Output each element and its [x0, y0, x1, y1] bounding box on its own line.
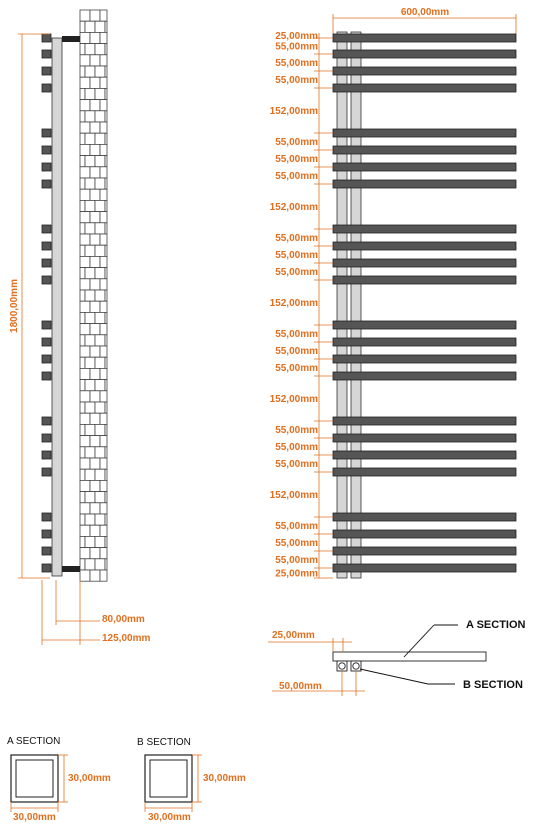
brick — [100, 10, 107, 21]
brick — [95, 156, 105, 167]
brick — [105, 44, 107, 55]
towel-bar — [333, 50, 516, 58]
brick — [100, 167, 107, 178]
brick — [95, 133, 105, 144]
brick — [90, 570, 100, 581]
bar-stub — [42, 547, 51, 555]
brick — [100, 100, 107, 111]
bar-stub — [42, 225, 51, 233]
brick — [85, 469, 95, 480]
spacing-dimension: 55,00mm — [275, 233, 318, 244]
bar-stub — [42, 163, 51, 171]
brick — [105, 536, 107, 547]
towel-bar — [333, 225, 516, 233]
brick — [85, 402, 95, 413]
towel-bar — [333, 242, 516, 250]
brick — [95, 66, 105, 77]
brick — [85, 380, 95, 391]
depth-small-dimension: 80,00mm — [102, 614, 145, 625]
section-b-width: 30,00mm — [148, 812, 191, 823]
brick — [80, 402, 85, 413]
brick — [90, 413, 100, 424]
side-bar-stubs — [42, 34, 51, 572]
brick — [90, 55, 100, 66]
brick — [80, 223, 85, 234]
brick — [80, 290, 85, 301]
brick — [95, 402, 105, 413]
brick — [90, 436, 100, 447]
brick — [80, 245, 85, 256]
brick — [85, 536, 95, 547]
brick — [95, 492, 105, 503]
bar-stub — [42, 338, 51, 346]
brick — [90, 548, 100, 559]
brick — [105, 111, 107, 122]
bar-stub — [42, 180, 51, 188]
brick — [105, 559, 107, 570]
brick — [80, 346, 90, 357]
brick — [90, 100, 100, 111]
brick — [80, 391, 90, 402]
bar-stub — [42, 355, 51, 363]
spacing-dimension: 55,00mm — [275, 521, 318, 532]
brick — [100, 480, 107, 491]
brick — [80, 32, 90, 43]
brick — [100, 301, 107, 312]
brick — [100, 212, 107, 223]
brick — [105, 492, 107, 503]
brick — [105, 312, 107, 323]
brick — [80, 424, 85, 435]
brick — [90, 256, 100, 267]
towel-bar — [333, 547, 516, 555]
brick — [105, 469, 107, 480]
spacing-dimension: 152,00mm — [269, 106, 318, 117]
spacing-dimension: 152,00mm — [269, 298, 318, 309]
brick — [80, 189, 90, 200]
towel-bar — [333, 355, 516, 363]
brick — [80, 10, 90, 21]
brick — [85, 88, 95, 99]
brick — [105, 178, 107, 189]
rail-spacing-dimension: 50,00mm — [279, 681, 322, 692]
bar-stub — [42, 372, 51, 380]
top-width-dimension: 600,00mm — [400, 7, 450, 18]
bar-stub — [42, 451, 51, 459]
brick — [105, 402, 107, 413]
brick — [80, 559, 85, 570]
brick — [95, 178, 105, 189]
brick — [85, 111, 95, 122]
towel-bar — [333, 468, 516, 476]
brick — [85, 178, 95, 189]
brick — [100, 525, 107, 536]
brick — [80, 256, 90, 267]
brick — [80, 380, 85, 391]
brick — [105, 66, 107, 77]
brick — [95, 536, 105, 547]
brick — [80, 335, 85, 346]
bar-stub — [42, 84, 51, 92]
brick — [105, 335, 107, 346]
brick — [90, 10, 100, 21]
towel-bar — [333, 451, 516, 459]
brick — [80, 469, 85, 480]
brick — [100, 256, 107, 267]
brick — [95, 223, 105, 234]
brick — [80, 200, 85, 211]
towel-bar — [333, 259, 516, 267]
bar-stub — [42, 34, 51, 42]
wall-bracket-top — [62, 36, 80, 42]
brick — [95, 200, 105, 211]
brick — [105, 200, 107, 211]
brick — [95, 424, 105, 435]
spacing-dimension: 25,00mm — [275, 568, 318, 580]
brick — [80, 368, 90, 379]
top-view — [268, 619, 526, 696]
bar-stub — [42, 468, 51, 476]
brick — [95, 335, 105, 346]
bar-stub — [42, 564, 51, 572]
section-b-inner — [150, 760, 187, 797]
section-b-detail — [137, 737, 246, 823]
brick — [85, 133, 95, 144]
brick — [80, 156, 85, 167]
brick — [90, 279, 100, 290]
brick — [80, 480, 90, 491]
spacing-dimension: 55,00mm — [275, 250, 318, 261]
brick — [85, 424, 95, 435]
towel-bar — [333, 338, 516, 346]
spacing-dimension: 55,00mm — [275, 58, 318, 69]
wall-bracket-bottom — [62, 566, 80, 572]
brick — [80, 55, 90, 66]
brick — [80, 144, 90, 155]
bar-stub — [42, 321, 51, 329]
towel-bar — [333, 146, 516, 154]
spacing-dimension: 55,00mm — [275, 75, 318, 86]
brick — [85, 290, 95, 301]
brick-wall — [80, 10, 107, 581]
brick — [105, 88, 107, 99]
brick — [80, 525, 90, 536]
towel-bar — [333, 321, 516, 329]
brick — [80, 312, 85, 323]
brick — [95, 88, 105, 99]
front-spacing-dimensions — [270, 31, 333, 580]
front-rail-left — [337, 32, 347, 578]
brick — [105, 357, 107, 368]
brick — [85, 200, 95, 211]
brick — [80, 514, 85, 525]
height-dimension: 1800,00mm — [9, 279, 20, 333]
brick — [85, 156, 95, 167]
brick — [90, 122, 100, 133]
towel-bar — [333, 180, 516, 188]
brick — [80, 66, 85, 77]
brick — [90, 167, 100, 178]
towel-bar — [333, 163, 516, 171]
towel-bar — [333, 564, 516, 572]
front-view — [270, 7, 516, 580]
brick — [105, 133, 107, 144]
top-offset-dimension: 25,00mm — [272, 630, 315, 641]
brick — [90, 503, 100, 514]
bar-stub — [42, 417, 51, 425]
brick — [90, 301, 100, 312]
brick — [80, 268, 85, 279]
towel-bar — [333, 84, 516, 92]
brick — [90, 189, 100, 200]
spacing-dimension: 25,00mm — [275, 31, 318, 42]
brick — [85, 312, 95, 323]
brick — [100, 144, 107, 155]
brick — [95, 268, 105, 279]
brick — [80, 548, 90, 559]
section-b-height: 30,00mm — [203, 773, 246, 784]
brick — [85, 223, 95, 234]
section-b-title: B SECTION — [137, 737, 191, 748]
brick — [80, 21, 85, 32]
bar-stub — [42, 513, 51, 521]
brick — [90, 525, 100, 536]
towel-bar — [333, 417, 516, 425]
brick — [80, 100, 90, 111]
brick — [80, 212, 90, 223]
brick — [105, 380, 107, 391]
towel-bar — [333, 434, 516, 442]
brick — [80, 279, 90, 290]
spacing-dimension: 55,00mm — [275, 41, 318, 53]
b-section-callout: B SECTION — [463, 679, 523, 691]
brick — [100, 503, 107, 514]
brick — [105, 245, 107, 256]
brick — [90, 77, 100, 88]
brick — [80, 447, 85, 458]
brick — [95, 44, 105, 55]
brick — [90, 391, 100, 402]
spacing-dimension: 55,00mm — [275, 538, 318, 549]
brick — [80, 122, 90, 133]
brick — [100, 32, 107, 43]
section-a-width: 30,00mm — [13, 812, 56, 823]
brick — [100, 122, 107, 133]
brick — [90, 144, 100, 155]
brick — [95, 469, 105, 480]
brick — [85, 559, 95, 570]
towel-bar — [333, 276, 516, 284]
brick — [90, 480, 100, 491]
brick — [80, 503, 90, 514]
brick — [80, 301, 90, 312]
brick — [95, 559, 105, 570]
brick — [80, 88, 85, 99]
brick — [100, 458, 107, 469]
brick — [85, 514, 95, 525]
brick — [80, 458, 90, 469]
spacing-dimension: 55,00mm — [275, 363, 318, 374]
spacing-dimension: 55,00mm — [275, 137, 318, 148]
brick — [100, 324, 107, 335]
brick — [105, 424, 107, 435]
towel-bar — [333, 513, 516, 521]
bar-stub — [42, 434, 51, 442]
towel-bar — [333, 129, 516, 137]
brick — [80, 492, 85, 503]
bar-stub — [42, 67, 51, 75]
brick — [80, 111, 85, 122]
brick — [85, 268, 95, 279]
bar-stub — [42, 242, 51, 250]
brick — [95, 111, 105, 122]
brick — [80, 234, 90, 245]
brick — [90, 458, 100, 469]
brick — [100, 368, 107, 379]
brick — [80, 167, 90, 178]
brick — [105, 268, 107, 279]
spacing-dimension: 152,00mm — [269, 202, 318, 213]
towel-bar — [333, 530, 516, 538]
brick — [90, 368, 100, 379]
brick — [85, 44, 95, 55]
brick — [85, 335, 95, 346]
top-view-bar — [333, 652, 486, 661]
brick — [90, 234, 100, 245]
bar-stub — [42, 129, 51, 137]
brick — [90, 346, 100, 357]
spacing-dimension: 55,00mm — [275, 425, 318, 436]
brick — [105, 290, 107, 301]
brick — [85, 447, 95, 458]
brick — [85, 66, 95, 77]
spacing-dimension: 55,00mm — [275, 171, 318, 182]
spacing-dimension: 55,00mm — [275, 154, 318, 165]
brick — [80, 77, 90, 88]
brick — [100, 55, 107, 66]
brick — [100, 391, 107, 402]
spacing-dimension: 55,00mm — [275, 442, 318, 453]
brick — [80, 44, 85, 55]
side-view — [9, 10, 150, 645]
brick — [85, 245, 95, 256]
brick — [95, 245, 105, 256]
brick — [90, 32, 100, 43]
brick — [80, 536, 85, 547]
brick — [80, 413, 90, 424]
a-section-callout: A SECTION — [466, 619, 526, 631]
brick — [100, 413, 107, 424]
brick — [80, 178, 85, 189]
brick — [90, 324, 100, 335]
brick — [105, 514, 107, 525]
brick — [105, 223, 107, 234]
brick — [100, 436, 107, 447]
section-a-inner — [16, 760, 53, 797]
towel-bar — [333, 34, 516, 42]
depth-total-dimension: 125,00mm — [102, 633, 151, 644]
brick — [105, 447, 107, 458]
brick — [100, 346, 107, 357]
front-rail-right — [351, 32, 361, 578]
spacing-dimension: 55,00mm — [275, 329, 318, 340]
spacing-dimension: 55,00mm — [275, 459, 318, 470]
section-a-title: A SECTION — [7, 736, 61, 747]
bar-stub — [42, 50, 51, 58]
brick — [95, 514, 105, 525]
spacing-dimension: 55,00mm — [275, 555, 318, 566]
spacing-dimension: 152,00mm — [269, 394, 318, 405]
brick — [95, 290, 105, 301]
brick — [95, 312, 105, 323]
brick — [90, 212, 100, 223]
brick — [100, 234, 107, 245]
brick — [100, 189, 107, 200]
brick — [95, 357, 105, 368]
brick — [95, 21, 105, 32]
brick — [85, 492, 95, 503]
towel-bar — [333, 67, 516, 75]
bar-stub — [42, 276, 51, 284]
brick — [105, 156, 107, 167]
bar-stub — [42, 530, 51, 538]
towel-bar — [333, 372, 516, 380]
brick — [100, 77, 107, 88]
brick — [80, 436, 90, 447]
brick — [95, 447, 105, 458]
brick — [80, 133, 85, 144]
brick — [80, 324, 90, 335]
spacing-dimension: 55,00mm — [275, 267, 318, 278]
brick — [105, 21, 107, 32]
brick — [100, 570, 107, 581]
bar-stub — [42, 259, 51, 267]
brick — [85, 21, 95, 32]
spacing-dimension: 55,00mm — [275, 346, 318, 357]
brick — [80, 570, 90, 581]
section-a-height: 30,00mm — [68, 773, 111, 784]
brick — [100, 548, 107, 559]
side-rail — [52, 38, 62, 576]
brick — [100, 279, 107, 290]
brick — [85, 357, 95, 368]
brick — [80, 357, 85, 368]
bar-stub — [42, 146, 51, 154]
section-a-detail — [7, 736, 111, 823]
brick — [95, 380, 105, 391]
spacing-dimension: 152,00mm — [269, 490, 318, 501]
